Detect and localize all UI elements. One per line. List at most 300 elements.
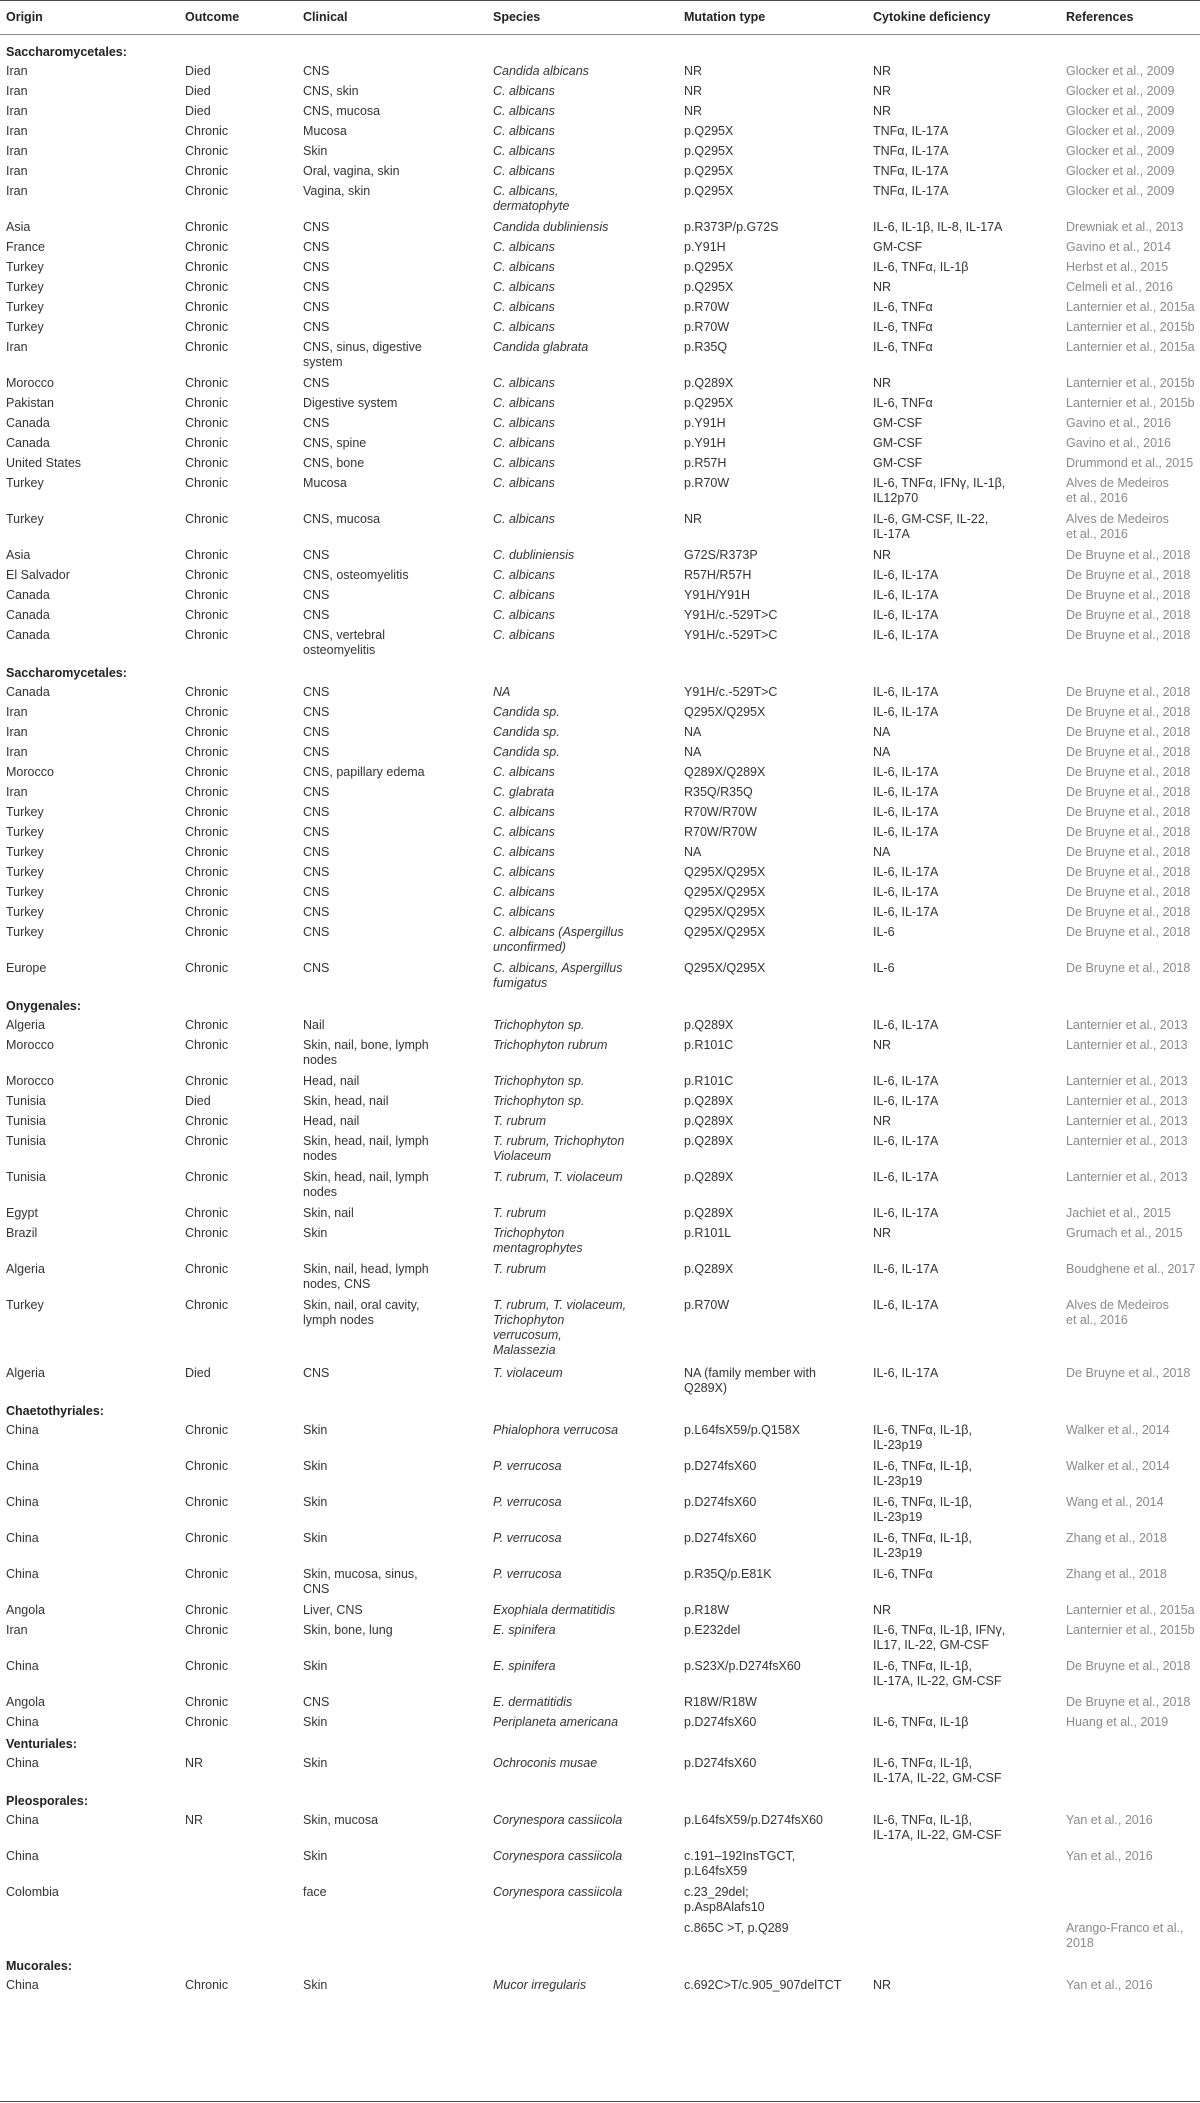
cell-origin: Iran [6, 64, 28, 78]
header-clinical: Clinical [303, 10, 348, 24]
cell-clinical: Skin [303, 1226, 328, 1240]
cell-mutation-type: p.Q295X [684, 260, 734, 274]
cell-species: Trichophyton sp. [493, 1094, 585, 1108]
cell-mutation-type: p.R101C [684, 1038, 734, 1052]
cell-outcome: Died [185, 64, 211, 78]
cell-outcome: Chronic [185, 785, 229, 799]
cell-reference: De Bruyne et al., 2018 [1066, 885, 1191, 899]
cell-outcome: Chronic [185, 1567, 229, 1581]
cell-origin: China [6, 1495, 39, 1509]
cell-cytokine-deficiency: NA [873, 725, 891, 739]
cell-mutation-type: p.Y91H [684, 416, 726, 430]
cell-reference: Wang et al., 2014 [1066, 1495, 1164, 1509]
cell-outcome: Chronic [185, 1603, 229, 1617]
cell-species: C. albicans (Aspergillus unconfirmed) [493, 925, 624, 954]
cell-clinical: Skin, head, nail, lymph nodes [303, 1134, 429, 1163]
cell-outcome: Chronic [185, 1038, 229, 1052]
cell-clinical: Head, nail [303, 1114, 360, 1128]
cell-cytokine-deficiency: NR [873, 64, 892, 78]
cell-clinical: CNS, spine [303, 436, 367, 450]
cell-clinical: CNS [303, 885, 330, 899]
cell-species: Corynespora cassiicola [493, 1813, 623, 1827]
cell-outcome: Chronic [185, 184, 229, 198]
cell-clinical: CNS, mucosa [303, 104, 381, 118]
cell-mutation-type: p.Q295X [684, 164, 734, 178]
cell-reference: Lanternier et al., 2013 [1066, 1018, 1188, 1032]
cell-outcome: Chronic [185, 925, 229, 939]
cell-origin: China [6, 1659, 39, 1673]
cell-origin: Turkey [6, 280, 44, 294]
cell-species: Ochroconis musae [493, 1756, 598, 1770]
cell-origin: Iran [6, 725, 28, 739]
cell-origin: China [6, 1423, 39, 1437]
cell-outcome: Chronic [185, 260, 229, 274]
cell-outcome: Chronic [185, 1423, 229, 1437]
cell-origin: Turkey [6, 925, 44, 939]
cell-mutation-type: NR [684, 64, 703, 78]
cell-clinical: Skin [303, 1531, 328, 1545]
cell-mutation-type: p.L64fsX59/p.Q158X [684, 1423, 801, 1437]
cell-reference: Lanternier et al., 2013 [1066, 1170, 1188, 1184]
cell-cytokine-deficiency: IL-6, IL-17A [873, 588, 939, 602]
cell-clinical: Skin, nail [303, 1206, 354, 1220]
cell-reference: Glocker et al., 2009 [1066, 184, 1175, 198]
cell-reference: Lanternier et al., 2013 [1066, 1038, 1188, 1052]
cell-outcome: Chronic [185, 745, 229, 759]
cell-outcome: Chronic [185, 124, 229, 138]
header-species: Species [493, 10, 541, 24]
cell-origin: Europe [6, 961, 47, 975]
cell-reference: Herbst et al., 2015 [1066, 260, 1169, 274]
cell-clinical: CNS [303, 240, 330, 254]
cell-outcome: NR [185, 1813, 204, 1827]
cell-species: T. rubrum, T. violaceum [493, 1170, 623, 1184]
cell-species: C. albicans [493, 905, 555, 919]
cell-reference: De Bruyne et al., 2018 [1066, 628, 1191, 642]
cell-mutation-type: R57H/R57H [684, 568, 752, 582]
cell-clinical: face [303, 1885, 327, 1899]
cell-outcome: Chronic [185, 628, 229, 642]
header-references: References [1066, 10, 1134, 24]
header-outcome: Outcome [185, 10, 240, 24]
section-heading: Mucorales: [6, 1959, 72, 1973]
cell-reference: Yan et al., 2016 [1066, 1978, 1153, 1992]
cell-clinical: CNS, skin [303, 84, 359, 98]
cell-cytokine-deficiency: NR [873, 84, 892, 98]
cell-clinical: Mucosa [303, 476, 347, 490]
cell-mutation-type: p.Q289X [684, 1134, 734, 1148]
cell-origin: Asia [6, 548, 31, 562]
cell-species: E. spinifera [493, 1659, 556, 1673]
cell-reference: Lanternier et al., 2015b [1066, 376, 1195, 390]
cell-outcome: Chronic [185, 1018, 229, 1032]
cell-outcome: Chronic [185, 512, 229, 526]
cell-clinical: Skin [303, 1659, 328, 1673]
cell-reference: Glocker et al., 2009 [1066, 84, 1175, 98]
cell-species: P. verrucosa [493, 1567, 562, 1581]
cell-clinical: Skin [303, 1978, 328, 1992]
table-top-rule [0, 0, 1200, 1]
cell-reference: De Bruyne et al., 2018 [1066, 765, 1191, 779]
cell-reference: Lanternier et al., 2015a [1066, 300, 1195, 314]
header-origin: Origin [6, 10, 43, 24]
cell-reference: De Bruyne et al., 2018 [1066, 865, 1191, 879]
cell-mutation-type: Q295X/Q295X [684, 961, 766, 975]
cell-clinical: Oral, vagina, skin [303, 164, 400, 178]
cell-mutation-type: p.Q289X [684, 1018, 734, 1032]
cell-species: C. albicans [493, 865, 555, 879]
cell-species: C. albicans [493, 280, 555, 294]
cell-reference: Glocker et al., 2009 [1066, 64, 1175, 78]
cell-clinical: CNS [303, 905, 330, 919]
cell-species: C. albicans, Aspergillus fumigatus [493, 961, 623, 990]
cell-origin: Canada [6, 685, 50, 699]
cell-outcome: Chronic [185, 240, 229, 254]
cell-reference: Yan et al., 2016 [1066, 1813, 1153, 1827]
cell-cytokine-deficiency: NA [873, 845, 891, 859]
cell-reference: Lanternier et al., 2015b [1066, 1623, 1195, 1637]
cell-clinical: CNS, mucosa [303, 512, 381, 526]
cell-clinical: Skin, mucosa, sinus, CNS [303, 1567, 418, 1596]
cell-mutation-type: NA [684, 745, 702, 759]
cell-reference: De Bruyne et al., 2018 [1066, 925, 1191, 939]
cell-cytokine-deficiency: IL-6, IL-17A [873, 785, 939, 799]
cell-reference: De Bruyne et al., 2018 [1066, 825, 1191, 839]
cell-clinical: Skin, nail, bone, lymph nodes [303, 1038, 429, 1067]
cell-outcome: Chronic [185, 1226, 229, 1240]
cell-mutation-type: Y91H/Y91H [684, 588, 751, 602]
cell-origin: Iran [6, 164, 28, 178]
cell-mutation-type: NR [684, 84, 703, 98]
cell-cytokine-deficiency: IL-6, IL-17A [873, 805, 939, 819]
cell-cytokine-deficiency: IL-6, TNFα [873, 300, 933, 314]
cell-outcome: Chronic [185, 1074, 229, 1088]
cell-cytokine-deficiency: IL-6, TNFα, IFNγ, IL-1β, IL12p70 [873, 476, 1006, 505]
cell-mutation-type: c.191–192InsTGCT, p.L64fsX59 [684, 1849, 796, 1878]
cell-reference: De Bruyne et al., 2018 [1066, 1366, 1191, 1380]
cell-origin: Morocco [6, 1038, 54, 1052]
cell-outcome: Chronic [185, 144, 229, 158]
cell-outcome: Chronic [185, 845, 229, 859]
cell-species: T. rubrum [493, 1114, 547, 1128]
cell-mutation-type: p.S23X/p.D274fsX60 [684, 1659, 801, 1673]
cell-reference: De Bruyne et al., 2018 [1066, 1695, 1191, 1709]
cell-mutation-type: p.Q295X [684, 396, 734, 410]
cell-origin: Brazil [6, 1226, 38, 1240]
cell-outcome: Chronic [185, 1459, 229, 1473]
cell-origin: Algeria [6, 1366, 45, 1380]
cell-outcome: Chronic [185, 396, 229, 410]
cell-mutation-type: p.R35Q/p.E81K [684, 1567, 772, 1581]
cell-reference: Lanternier et al., 2013 [1066, 1094, 1188, 1108]
cell-mutation-type: p.R70W [684, 1298, 730, 1312]
cell-outcome: Chronic [185, 340, 229, 354]
cell-species: P. verrucosa [493, 1531, 562, 1545]
cell-cytokine-deficiency: NA [873, 745, 891, 759]
cell-origin: Morocco [6, 765, 54, 779]
cell-reference: De Bruyne et al., 2018 [1066, 805, 1191, 819]
cell-species: Trichophyton rubrum [493, 1038, 608, 1052]
cell-species: Trichophyton sp. [493, 1018, 585, 1032]
cell-clinical: CNS [303, 845, 330, 859]
cell-origin: Turkey [6, 300, 44, 314]
cell-origin: China [6, 1531, 39, 1545]
cell-species: Candida albicans [493, 64, 589, 78]
cell-origin: Egypt [6, 1206, 38, 1220]
cell-cytokine-deficiency: IL-6, IL-17A [873, 628, 939, 642]
cell-origin: China [6, 1756, 39, 1770]
cell-reference: Zhang et al., 2018 [1066, 1531, 1167, 1545]
cell-clinical: Skin [303, 1715, 328, 1729]
cell-origin: China [6, 1813, 39, 1827]
cell-origin: Turkey [6, 865, 44, 879]
cell-origin: Algeria [6, 1018, 45, 1032]
cell-outcome: Died [185, 1094, 211, 1108]
cell-cytokine-deficiency: TNFα, IL-17A [873, 164, 949, 178]
cell-mutation-type: Q295X/Q295X [684, 865, 766, 879]
cell-mutation-type: c.865C >T, p.Q289 [684, 1921, 789, 1935]
cell-origin: Iran [6, 340, 28, 354]
cell-species: C. albicans [493, 104, 555, 118]
cell-clinical: Skin, head, nail, lymph nodes [303, 1170, 429, 1199]
cell-mutation-type: c.692C>T/c.905_907delTCT [684, 1978, 842, 1992]
cell-species: C. albicans [493, 765, 555, 779]
cell-origin: United States [6, 456, 82, 470]
section-heading: Pleosporales: [6, 1794, 88, 1808]
cell-outcome: Chronic [185, 1623, 229, 1637]
cell-reference: Celmeli et al., 2016 [1066, 280, 1174, 294]
cell-species: Trichophyton sp. [493, 1074, 585, 1088]
cell-species: NA [493, 685, 511, 699]
cell-species: T. rubrum [493, 1262, 547, 1276]
section-heading: Venturiales: [6, 1737, 77, 1751]
cell-mutation-type: Q295X/Q295X [684, 705, 766, 719]
cell-clinical: Head, nail [303, 1074, 360, 1088]
cell-species: C. albicans [493, 568, 555, 582]
cell-clinical: Skin, bone, lung [303, 1623, 393, 1637]
cell-species: E. spinifera [493, 1623, 556, 1637]
cell-origin: China [6, 1459, 39, 1473]
cell-origin: Turkey [6, 905, 44, 919]
cell-cytokine-deficiency: IL-6, IL-17A [873, 608, 939, 622]
cell-reference: Glocker et al., 2009 [1066, 124, 1175, 138]
cell-clinical: Skin, head, nail [303, 1094, 389, 1108]
cell-mutation-type: p.R18W [684, 1603, 730, 1617]
cell-mutation-type: p.Q289X [684, 1170, 734, 1184]
cell-cytokine-deficiency: NR [873, 1114, 892, 1128]
cell-reference: De Bruyne et al., 2018 [1066, 961, 1191, 975]
cell-species: Candida sp. [493, 745, 560, 759]
cell-origin: Canada [6, 436, 50, 450]
cell-origin: Asia [6, 220, 31, 234]
cell-species: C. albicans [493, 628, 555, 642]
cell-outcome: Chronic [185, 456, 229, 470]
cell-origin: Iran [6, 124, 28, 138]
cell-reference: Zhang et al., 2018 [1066, 1567, 1167, 1581]
cell-reference: De Bruyne et al., 2018 [1066, 905, 1191, 919]
cell-outcome: Chronic [185, 1298, 229, 1312]
cell-species: C. albicans [493, 825, 555, 839]
cell-cytokine-deficiency: IL-6, TNFα, IL-1β, IL-17A, IL-22, GM-CSF [873, 1756, 1002, 1785]
cell-outcome: Chronic [185, 548, 229, 562]
cell-clinical: CNS [303, 785, 330, 799]
cell-mutation-type: NA [684, 725, 702, 739]
cell-cytokine-deficiency: IL-6, IL-17A [873, 1134, 939, 1148]
cell-cytokine-deficiency: IL-6, TNFα, IL-1β, IL-17A, IL-22, GM-CSF [873, 1659, 1002, 1688]
cell-reference: Boudghene et al., 2017 [1066, 1262, 1196, 1276]
cell-outcome: Chronic [185, 164, 229, 178]
cell-cytokine-deficiency: IL-6, IL-17A [873, 1018, 939, 1032]
cell-clinical: Digestive system [303, 396, 398, 410]
cell-cytokine-deficiency: IL-6, IL-17A [873, 1074, 939, 1088]
cell-outcome: Chronic [185, 568, 229, 582]
cell-origin: Turkey [6, 885, 44, 899]
cell-species: Candida sp. [493, 705, 560, 719]
cell-origin: Turkey [6, 512, 44, 526]
cell-mutation-type: R70W/R70W [684, 825, 757, 839]
cell-cytokine-deficiency: IL-6, IL-17A [873, 1262, 939, 1276]
cell-reference: Drewniak et al., 2013 [1066, 220, 1184, 234]
cell-reference: Huang et al., 2019 [1066, 1715, 1169, 1729]
cell-clinical: CNS [303, 825, 330, 839]
header-cytokine-deficiency: Cytokine deficiency [873, 10, 991, 24]
cell-clinical: CNS [303, 588, 330, 602]
cell-clinical: CNS [303, 300, 330, 314]
cell-mutation-type: Y91H/c.-529T>C [684, 685, 778, 699]
cell-clinical: Liver, CNS [303, 1603, 363, 1617]
cell-species: C. albicans [493, 144, 555, 158]
cell-clinical: Skin [303, 1849, 328, 1863]
cell-reference: Lanternier et al., 2013 [1066, 1114, 1188, 1128]
cell-mutation-type: p.Q289X [684, 1094, 734, 1108]
cell-outcome: Chronic [185, 300, 229, 314]
cell-cytokine-deficiency: IL-6, IL-17A [873, 1170, 939, 1184]
cell-reference: De Bruyne et al., 2018 [1066, 608, 1191, 622]
cell-cytokine-deficiency: IL-6, IL-17A [873, 885, 939, 899]
section-heading: Onygenales: [6, 999, 82, 1013]
cell-origin: Morocco [6, 1074, 54, 1088]
section-heading: Chaetothyriales: [6, 1404, 104, 1418]
cell-cytokine-deficiency: IL-6 [873, 961, 895, 975]
cell-species: C. albicans [493, 588, 555, 602]
cell-mutation-type: Q295X/Q295X [684, 925, 766, 939]
cell-clinical: Skin [303, 1756, 328, 1770]
cell-species: T. rubrum, Trichophyton Violaceum [493, 1134, 625, 1163]
cell-outcome: Chronic [185, 1695, 229, 1709]
cell-cytokine-deficiency: IL-6, GM-CSF, IL-22, IL-17A [873, 512, 989, 541]
cell-outcome: Died [185, 1366, 211, 1380]
cell-reference: Grumach et al., 2015 [1066, 1226, 1183, 1240]
cell-cytokine-deficiency: GM-CSF [873, 240, 923, 254]
cell-mutation-type: Y91H/c.-529T>C [684, 628, 778, 642]
cell-reference: De Bruyne et al., 2018 [1066, 588, 1191, 602]
cell-reference: Gavino et al., 2014 [1066, 240, 1171, 254]
cell-clinical: CNS [303, 865, 330, 879]
cell-origin: Turkey [6, 320, 44, 334]
cell-reference: Lanternier et al., 2015b [1066, 320, 1195, 334]
cell-clinical: CNS [303, 376, 330, 390]
cell-mutation-type: NR [684, 512, 703, 526]
cell-origin: Iran [6, 144, 28, 158]
cell-reference: Alves de Medeiros et al., 2016 [1066, 512, 1169, 541]
cell-cytokine-deficiency: IL-6, TNFα, IL-1β, IL-17A, IL-22, GM-CSF [873, 1813, 1002, 1842]
cell-clinical: CNS [303, 220, 330, 234]
cell-reference: De Bruyne et al., 2018 [1066, 725, 1191, 739]
cell-species: T. violaceum [493, 1366, 563, 1380]
cell-origin: Turkey [6, 1298, 44, 1312]
cell-outcome: Chronic [185, 825, 229, 839]
cell-reference: Arango-Franco et al., 2018 [1066, 1921, 1184, 1950]
cell-cytokine-deficiency: NR [873, 280, 892, 294]
cell-cytokine-deficiency: IL-6, TNFα, IL-1β, IFNγ, IL17, IL-22, GM-CSF [873, 1623, 1006, 1652]
cell-origin: Canada [6, 416, 50, 430]
cell-species: C. albicans [493, 164, 555, 178]
cell-clinical: Skin [303, 1495, 328, 1509]
cell-origin: Tunisia [6, 1114, 46, 1128]
cell-species: P. verrucosa [493, 1495, 562, 1509]
cell-clinical: CNS [303, 1695, 330, 1709]
cell-outcome: Died [185, 84, 211, 98]
cell-cytokine-deficiency: IL-6, IL-17A [873, 1094, 939, 1108]
cell-reference: De Bruyne et al., 2018 [1066, 1659, 1191, 1673]
cell-species: C. albicans [493, 124, 555, 138]
cell-cytokine-deficiency: TNFα, IL-17A [873, 144, 949, 158]
cell-reference: De Bruyne et al., 2018 [1066, 548, 1191, 562]
cell-cytokine-deficiency: IL-6, TNFα [873, 1567, 933, 1581]
cell-clinical: CNS, osteomyelitis [303, 568, 409, 582]
cell-origin: Angola [6, 1695, 45, 1709]
cell-cytokine-deficiency: IL-6, IL-17A [873, 705, 939, 719]
cell-clinical: CNS [303, 280, 330, 294]
cell-reference: Lanternier et al., 2015b [1066, 396, 1195, 410]
cell-cytokine-deficiency: IL-6, IL-17A [873, 1206, 939, 1220]
cell-mutation-type: p.R70W [684, 476, 730, 490]
cell-reference: De Bruyne et al., 2018 [1066, 785, 1191, 799]
cell-clinical: CNS, bone [303, 456, 365, 470]
cell-reference: Walker et al., 2014 [1066, 1459, 1170, 1473]
cell-cytokine-deficiency: GM-CSF [873, 456, 923, 470]
table-bottom-rule [0, 2101, 1200, 2102]
cell-mutation-type: R18W/R18W [684, 1695, 757, 1709]
cell-clinical: Skin [303, 1423, 328, 1437]
cell-species: T. rubrum [493, 1206, 547, 1220]
cell-cytokine-deficiency: IL-6, TNFα, IL-1β [873, 260, 969, 274]
cell-species: Phialophora verrucosa [493, 1423, 619, 1437]
cell-species: C. albicans [493, 84, 555, 98]
cell-reference: Glocker et al., 2009 [1066, 164, 1175, 178]
cell-mutation-type: p.Y91H [684, 436, 726, 450]
cell-species: Periplaneta americana [493, 1715, 619, 1729]
cell-outcome: Chronic [185, 1978, 229, 1992]
cell-origin: Iran [6, 785, 28, 799]
cell-clinical: CNS [303, 320, 330, 334]
cell-mutation-type: p.E232del [684, 1623, 741, 1637]
cell-origin: Turkey [6, 476, 44, 490]
cell-clinical: CNS [303, 608, 330, 622]
cell-species: C. albicans [493, 476, 555, 490]
cell-mutation-type: p.Q295X [684, 144, 734, 158]
cell-clinical: CNS, papillary edema [303, 765, 425, 779]
cell-origin: Turkey [6, 845, 44, 859]
cell-reference: Glocker et al., 2009 [1066, 144, 1175, 158]
cell-mutation-type: G72S/R373P [684, 548, 758, 562]
cell-reference: Gavino et al., 2016 [1066, 436, 1171, 450]
cell-species: C. glabrata [493, 785, 555, 799]
cell-species: C. albicans [493, 320, 555, 334]
cell-mutation-type: p.Q289X [684, 376, 734, 390]
cell-outcome: Chronic [185, 1206, 229, 1220]
cell-cytokine-deficiency: IL-6, IL-1β, IL-8, IL-17A [873, 220, 1003, 234]
